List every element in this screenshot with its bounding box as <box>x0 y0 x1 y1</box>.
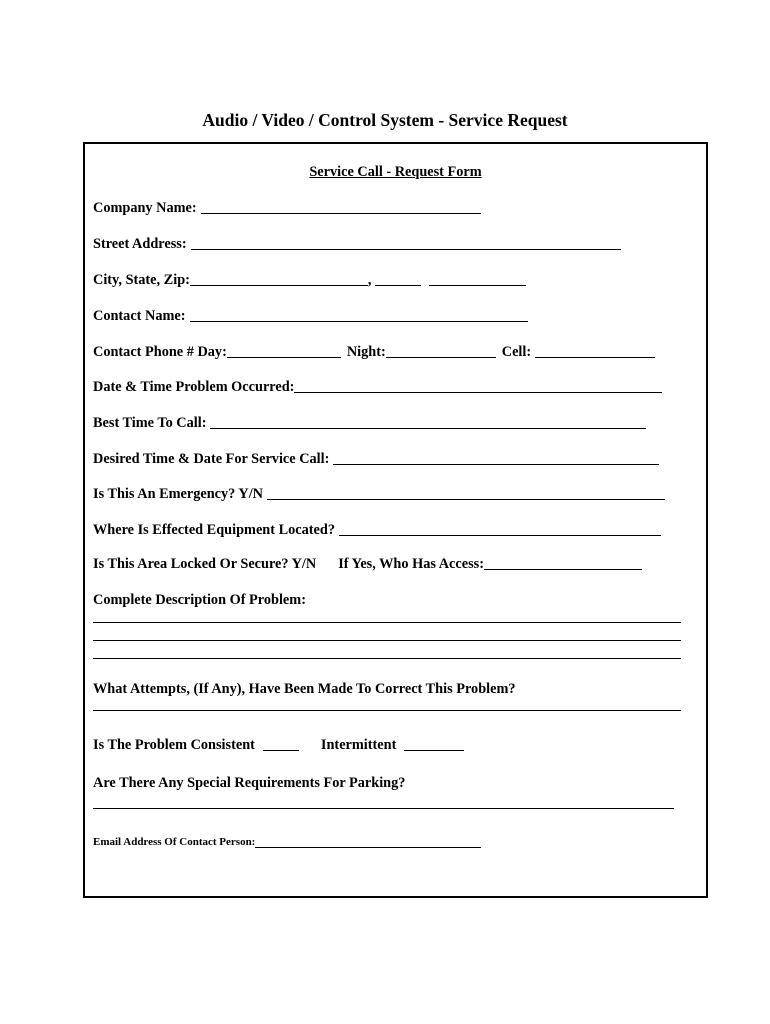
desired-time-label: Desired Time & Date For Service Call: <box>93 451 330 467</box>
contact-name-row <box>93 308 528 324</box>
who-has-access-field[interactable] <box>484 556 642 570</box>
description-line-2[interactable] <box>93 640 681 641</box>
zip-field[interactable] <box>429 272 526 286</box>
phone-cell-label: Cell: <box>501 344 532 360</box>
equipment-location-field[interactable] <box>339 522 661 536</box>
form-subtitle: Service Call - Request Form <box>309 164 482 180</box>
intermittent-field[interactable] <box>404 737 464 751</box>
contact-name-label: Contact Name: <box>93 308 186 324</box>
contact-phone-row <box>93 344 655 360</box>
who-has-access-label: If Yes, Who Has Access: <box>338 556 484 572</box>
street-address-row <box>93 236 621 252</box>
street-address-field[interactable] <box>191 236 621 250</box>
phone-night-field[interactable] <box>386 344 496 358</box>
email-label: Email Address Of Contact Person: <box>93 836 256 848</box>
city-field[interactable] <box>190 272 368 286</box>
emergency-field[interactable] <box>267 486 665 500</box>
best-time-field[interactable] <box>210 415 646 429</box>
email-row <box>93 834 481 850</box>
phone-cell-field[interactable] <box>535 344 655 358</box>
phone-night-label: Night: <box>346 344 386 360</box>
street-address-label: Street Address: <box>93 236 187 252</box>
emergency-label: Is This An Emergency? Y/N <box>93 486 263 502</box>
consistent-label: Is The Problem Consistent <box>93 737 255 753</box>
email-field[interactable] <box>255 837 481 848</box>
attempts-line[interactable] <box>93 710 681 711</box>
consistent-field[interactable] <box>263 737 299 751</box>
description-label: Complete Description Of Problem: <box>93 592 306 608</box>
phone-day-label: Contact Phone # Day: <box>93 344 227 360</box>
city-state-zip-row <box>93 272 526 288</box>
contact-name-field[interactable] <box>190 308 528 322</box>
state-field[interactable] <box>375 272 421 286</box>
company-name-label: Company Name: <box>93 200 197 216</box>
description-line-1[interactable] <box>93 622 681 623</box>
intermittent-label: Intermittent <box>320 737 397 753</box>
attempts-label-row <box>93 681 516 697</box>
city-state-zip-label: City, State, Zip: <box>93 272 190 288</box>
area-locked-label: Is This Area Locked Or Secure? Y/N <box>93 556 317 572</box>
problem-consistency-row <box>93 737 464 753</box>
best-time-row <box>93 415 646 431</box>
desired-time-row <box>93 451 659 467</box>
form-box <box>83 142 708 898</box>
area-locked-row <box>93 556 642 572</box>
attempts-label: What Attempts, (If Any), Have Been Made To Correct This Problem? <box>93 681 516 697</box>
description-label-row <box>93 592 306 608</box>
phone-day-field[interactable] <box>227 344 341 358</box>
parking-line[interactable] <box>93 808 674 809</box>
equipment-location-row <box>93 522 661 538</box>
date-time-problem-field[interactable] <box>294 379 662 393</box>
parking-label: Are There Any Special Requirements For Parking? <box>93 775 406 791</box>
date-time-problem-row <box>93 379 662 395</box>
company-name-field[interactable] <box>201 200 481 214</box>
description-line-3[interactable] <box>93 658 681 659</box>
date-time-problem-label: Date & Time Problem Occurred: <box>93 379 295 395</box>
company-name-row <box>93 200 481 216</box>
best-time-label: Best Time To Call: <box>93 415 207 431</box>
document-title: Audio / Video / Control System - Service Request <box>202 110 568 130</box>
comma-separator: , <box>367 272 372 288</box>
desired-time-field[interactable] <box>333 451 659 465</box>
emergency-row <box>93 486 665 502</box>
equipment-location-label: Where Is Effected Equipment Located? <box>93 522 335 538</box>
parking-label-row <box>93 775 405 791</box>
